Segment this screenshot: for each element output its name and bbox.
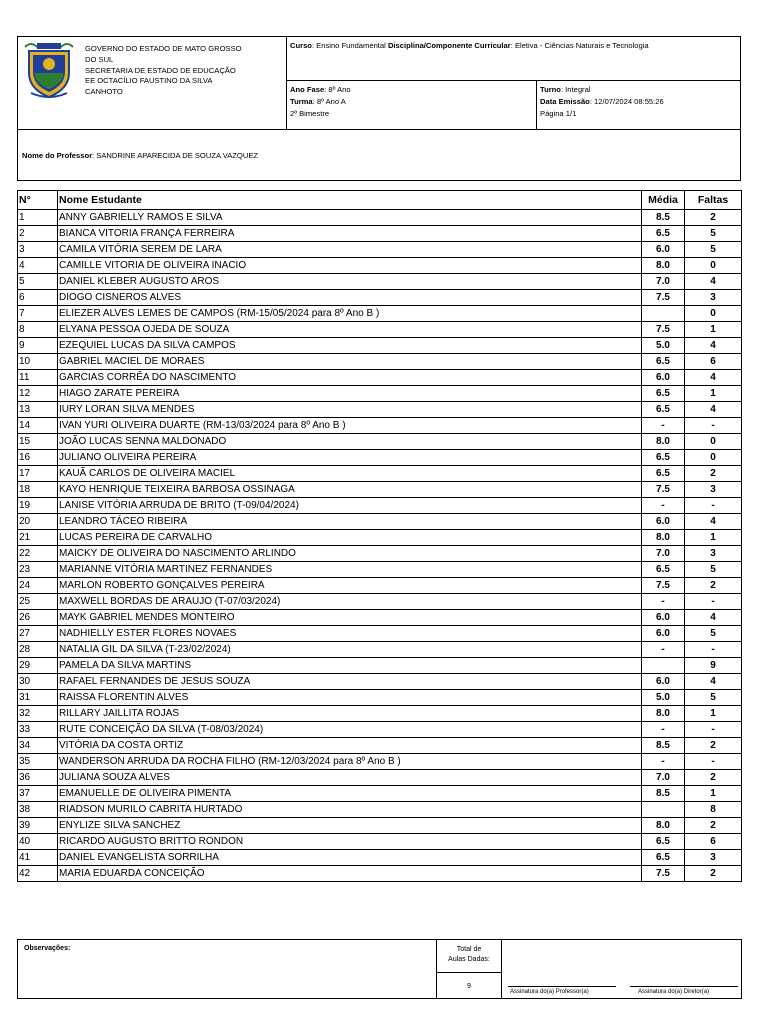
student-media: 6.5 — [642, 850, 685, 866]
student-media: 7.5 — [642, 866, 685, 882]
student-faltas: - — [685, 754, 742, 770]
professor-name: : SANDRINE APARECIDA DE SOUZA VAZQUEZ — [92, 151, 259, 160]
student-faltas: 2 — [685, 466, 742, 482]
student-faltas: 3 — [685, 290, 742, 306]
total-aulas-label — [437, 945, 501, 965]
student-media — [642, 658, 685, 674]
student-media: 6.5 — [642, 402, 685, 418]
student-media: 8.0 — [642, 706, 685, 722]
student-media: 6.5 — [642, 354, 685, 370]
student-media: 7.0 — [642, 546, 685, 562]
table-row — [18, 706, 742, 722]
student-media: 5.0 — [642, 690, 685, 706]
student-name: DANIEL EVANGELISTA SORRILHA — [58, 850, 642, 866]
student-faltas: 2 — [685, 866, 742, 882]
student-name: MAYK GABRIEL MENDES MONTEIRO — [58, 610, 642, 626]
table-row — [18, 210, 742, 226]
row-number: 12 — [18, 386, 58, 402]
student-media: - — [642, 722, 685, 738]
student-media: 6.5 — [642, 226, 685, 242]
table-row — [18, 338, 742, 354]
student-name: DANIEL KLEBER AUGUSTO AROS — [58, 274, 642, 290]
row-number: 18 — [18, 482, 58, 498]
turma-value: : 8º Ano A — [312, 97, 346, 106]
student-media: 7.5 — [642, 578, 685, 594]
student-media: 6.0 — [642, 610, 685, 626]
row-number: 28 — [18, 642, 58, 658]
student-media — [642, 802, 685, 818]
col-header-faltas: Faltas — [685, 191, 742, 210]
student-name: LUCAS PEREIRA DE CARVALHO — [58, 530, 642, 546]
table-row — [18, 418, 742, 434]
gov-line: DO SUL — [85, 54, 114, 64]
student-name: RAISSA FLORENTIN ALVES — [58, 690, 642, 706]
row-number: 36 — [18, 770, 58, 786]
student-media: 6.5 — [642, 386, 685, 402]
turno-label: Turno — [540, 85, 561, 94]
table-row — [18, 770, 742, 786]
row-number: 38 — [18, 802, 58, 818]
table-row — [18, 834, 742, 850]
student-faltas: 0 — [685, 306, 742, 322]
table-row — [18, 674, 742, 690]
table-row — [18, 818, 742, 834]
student-media: 7.5 — [642, 322, 685, 338]
student-media: 6.5 — [642, 466, 685, 482]
student-media: 7.5 — [642, 482, 685, 498]
student-name: ELYANA PESSOA OJEDA DE SOUZA — [58, 322, 642, 338]
student-media: 6.0 — [642, 242, 685, 258]
student-name: RILLARY JAILLITA ROJAS — [58, 706, 642, 722]
student-name: JULIANO OLIVEIRA PEREIRA — [58, 450, 642, 466]
student-faltas: 4 — [685, 674, 742, 690]
observacoes-label: Observações: — [24, 945, 71, 952]
row-number: 40 — [18, 834, 58, 850]
table-row — [18, 626, 742, 642]
student-name: MARIA EDUARDA CONCEIÇÃO — [58, 866, 642, 882]
student-name: GABRIEL MACIEL DE MORAES — [58, 354, 642, 370]
student-media: 8.5 — [642, 210, 685, 226]
row-number: 6 — [18, 290, 58, 306]
row-number: 23 — [18, 562, 58, 578]
student-faltas: 1 — [685, 386, 742, 402]
total-label-line: Total de — [456, 946, 482, 953]
professor-label: Nome do Professor — [22, 151, 93, 160]
table-row — [18, 722, 742, 738]
table-row — [18, 242, 742, 258]
emission-info — [540, 84, 740, 120]
table-row — [18, 562, 742, 578]
col-header-name: Nome Estudante — [58, 191, 642, 210]
student-name: JOÃO LUCAS SENNA MALDONADO — [58, 434, 642, 450]
student-name: CAMILA VITÓRIA SEREM DE LARA — [58, 242, 642, 258]
row-number: 33 — [18, 722, 58, 738]
row-number: 8 — [18, 322, 58, 338]
row-number: 9 — [18, 338, 58, 354]
student-name: EZEQUIEL LUCAS DA SILVA CAMPOS — [58, 338, 642, 354]
student-media: 6.5 — [642, 562, 685, 578]
page-number: Página 1/1 — [540, 109, 577, 118]
row-number: 31 — [18, 690, 58, 706]
student-faltas: 5 — [685, 626, 742, 642]
row-number: 2 — [18, 226, 58, 242]
student-name: DIOGO CISNEROS ALVES — [58, 290, 642, 306]
table-row — [18, 802, 742, 818]
student-media: 8.0 — [642, 434, 685, 450]
table-row — [18, 754, 742, 770]
student-faltas: 0 — [685, 450, 742, 466]
table-row — [18, 850, 742, 866]
student-name: MAICKY DE OLIVEIRA DO NASCIMENTO ARLINDO — [58, 546, 642, 562]
row-number: 32 — [18, 706, 58, 722]
student-media: 8.0 — [642, 818, 685, 834]
student-media: - — [642, 498, 685, 514]
bimestre: 2º Bimestre — [290, 109, 330, 118]
professor-signature-line — [508, 986, 616, 987]
table-row — [18, 658, 742, 674]
table-row — [18, 354, 742, 370]
student-name: BIANCA VITORIA FRANÇA FERREIRA — [58, 226, 642, 242]
student-media: 6.5 — [642, 834, 685, 850]
row-number: 42 — [18, 866, 58, 882]
student-faltas: 5 — [685, 226, 742, 242]
ano-fase-label: Ano Fase — [290, 85, 325, 94]
table-row — [18, 466, 742, 482]
student-name: MARIANNE VITÓRIA MARTINEZ FERNANDES — [58, 562, 642, 578]
student-media: 8.0 — [642, 530, 685, 546]
class-info — [290, 84, 530, 120]
student-faltas: 1 — [685, 786, 742, 802]
turno-value: : Integral — [560, 85, 591, 94]
table-row — [18, 370, 742, 386]
student-faltas: 4 — [685, 514, 742, 530]
curso-value: : Ensino Fundamental — [311, 41, 388, 50]
student-name: GARCIAS CORRÊA DO NASCIMENTO — [58, 370, 642, 386]
student-media: 8.0 — [642, 258, 685, 274]
student-faltas: 2 — [685, 210, 742, 226]
row-number: 35 — [18, 754, 58, 770]
table-row — [18, 306, 742, 322]
col-header-number: N° — [18, 191, 58, 210]
student-faltas: - — [685, 722, 742, 738]
student-faltas: 8 — [685, 802, 742, 818]
gov-line: CANHOTO — [85, 87, 123, 97]
disciplina-value: : Eletiva - Ciências Naturais e Tecnologia — [510, 41, 649, 50]
gov-line: GOVERNO DO ESTADO DE MATO GROSSO — [85, 44, 242, 53]
ano-fase-value: : 8º Ano — [324, 85, 351, 94]
row-number: 15 — [18, 434, 58, 450]
report-header — [17, 36, 741, 181]
row-number: 37 — [18, 786, 58, 802]
turma-label: Turma — [290, 97, 313, 106]
row-number: 16 — [18, 450, 58, 466]
row-number: 41 — [18, 850, 58, 866]
student-name: MAXWELL BORDAS DE ARAUJO (T-07/03/2024) — [58, 594, 642, 610]
student-media: 6.0 — [642, 514, 685, 530]
row-number: 29 — [18, 658, 58, 674]
student-faltas: 4 — [685, 338, 742, 354]
state-crest-logo — [23, 39, 75, 99]
student-name: MARLON ROBERTO GONÇALVES PEREIRA — [58, 578, 642, 594]
student-media: 6.5 — [642, 450, 685, 466]
student-faltas: 5 — [685, 562, 742, 578]
student-name: LANISE VITÓRIA ARRUDA DE BRITO (T-09/04/2024) — [58, 498, 642, 514]
student-name: PAMELA DA SILVA MARTINS — [58, 658, 642, 674]
student-faltas: 0 — [685, 434, 742, 450]
student-media: 6.0 — [642, 626, 685, 642]
student-name: RAFAEL FERNANDES DE JESUS SOUZA — [58, 674, 642, 690]
student-name: RICARDO AUGUSTO BRITTO RONDON — [58, 834, 642, 850]
course-info — [290, 41, 740, 51]
student-faltas: 3 — [685, 546, 742, 562]
student-name: IVAN YURI OLIVEIRA DUARTE (RM-13/03/2024 para 8º Ano B ) — [58, 418, 642, 434]
table-header-row — [18, 191, 742, 210]
row-number: 11 — [18, 370, 58, 386]
table-row — [18, 274, 742, 290]
student-name: LEANDRO TÁCEO RIBEIRA — [58, 514, 642, 530]
student-faltas: 2 — [685, 770, 742, 786]
row-number: 4 — [18, 258, 58, 274]
table-row — [18, 258, 742, 274]
report-footer — [17, 939, 742, 999]
student-media: - — [642, 418, 685, 434]
student-media: 6.0 — [642, 370, 685, 386]
table-row — [18, 610, 742, 626]
table-row — [18, 530, 742, 546]
row-number: 3 — [18, 242, 58, 258]
student-faltas: 6 — [685, 354, 742, 370]
gov-line: SECRETARIA DE ESTADO DE EDUCAÇÃO — [85, 65, 236, 75]
table-row — [18, 482, 742, 498]
table-row — [18, 866, 742, 882]
row-number: 20 — [18, 514, 58, 530]
table-row — [18, 402, 742, 418]
professor-line — [22, 151, 258, 160]
table-row — [18, 386, 742, 402]
data-emissao-label: Data Emissão — [540, 97, 590, 106]
row-number: 13 — [18, 402, 58, 418]
row-number: 10 — [18, 354, 58, 370]
total-aulas-value: 9 — [467, 983, 471, 990]
student-name: EMANUELLE DE OLIVEIRA PIMENTA — [58, 786, 642, 802]
student-faltas: 4 — [685, 610, 742, 626]
table-row — [18, 578, 742, 594]
student-faltas: 2 — [685, 818, 742, 834]
row-number: 17 — [18, 466, 58, 482]
row-number: 30 — [18, 674, 58, 690]
student-media: 7.0 — [642, 770, 685, 786]
professor-signature-label: Assinatura do(a) Professor(a) — [510, 989, 589, 995]
student-name: ENYLIZE SILVA SANCHEZ — [58, 818, 642, 834]
student-name: IURY LORAN SILVA MENDES — [58, 402, 642, 418]
row-number: 21 — [18, 530, 58, 546]
table-row — [18, 498, 742, 514]
row-number: 22 — [18, 546, 58, 562]
table-row — [18, 642, 742, 658]
col-header-media: Média — [642, 191, 685, 210]
gov-line: EE OCTACÍLIO FAUSTINO DA SILVA — [85, 76, 213, 86]
student-name: VITÓRIA DA COSTA ORTIZ — [58, 738, 642, 754]
student-media: 8.5 — [642, 786, 685, 802]
table-row — [18, 514, 742, 530]
student-faltas: 4 — [685, 274, 742, 290]
student-media: - — [642, 594, 685, 610]
student-faltas: 9 — [685, 658, 742, 674]
student-media: 5.0 — [642, 338, 685, 354]
student-faltas: 3 — [685, 850, 742, 866]
student-name: JULIANA SOUZA ALVES — [58, 770, 642, 786]
student-media: - — [642, 754, 685, 770]
student-faltas: - — [685, 498, 742, 514]
table-row — [18, 546, 742, 562]
row-number: 19 — [18, 498, 58, 514]
student-faltas: 0 — [685, 258, 742, 274]
student-faltas: 6 — [685, 834, 742, 850]
student-faltas: 1 — [685, 706, 742, 722]
institution-block — [85, 44, 265, 98]
student-name: NATALIA GIL DA SILVA (T-23/02/2024) — [58, 642, 642, 658]
student-media: 7.5 — [642, 290, 685, 306]
row-number: 1 — [18, 210, 58, 226]
row-number: 24 — [18, 578, 58, 594]
student-faltas: 5 — [685, 242, 742, 258]
student-name: KAYO HENRIQUE TEIXEIRA BARBOSA OSSINAGA — [58, 482, 642, 498]
student-faltas: 4 — [685, 402, 742, 418]
total-label-line: Aulas Dadas: — [448, 956, 490, 963]
student-faltas: 5 — [685, 690, 742, 706]
curso-label: Curso — [290, 41, 312, 50]
table-row — [18, 450, 742, 466]
table-row — [18, 594, 742, 610]
student-name: ELIEZER ALVES LEMES DE CAMPOS (RM-15/05/2024 para 8º Ano B ) — [58, 306, 642, 322]
row-number: 7 — [18, 306, 58, 322]
row-number: 25 — [18, 594, 58, 610]
row-number: 27 — [18, 626, 58, 642]
table-row — [18, 434, 742, 450]
data-emissao-value: : 12/07/2024 08:55:26 — [589, 97, 664, 106]
director-signature-label: Assinatura do(a) Diretor(a) — [638, 989, 710, 995]
student-media — [642, 306, 685, 322]
row-number: 14 — [18, 418, 58, 434]
student-faltas: 1 — [685, 322, 742, 338]
table-row — [18, 322, 742, 338]
student-faltas: - — [685, 594, 742, 610]
student-faltas: - — [685, 642, 742, 658]
student-faltas: 3 — [685, 482, 742, 498]
student-media: - — [642, 642, 685, 658]
student-faltas: 2 — [685, 738, 742, 754]
student-faltas: 1 — [685, 530, 742, 546]
student-name: WANDERSON ARRUDA DA ROCHA FILHO (RM-12/03/2024 para 8º Ano B ) — [58, 754, 642, 770]
table-row — [18, 690, 742, 706]
grades-table — [17, 190, 742, 882]
student-name: HIAGO ZARATE PEREIRA — [58, 386, 642, 402]
table-row — [18, 290, 742, 306]
student-faltas: 4 — [685, 370, 742, 386]
student-faltas: - — [685, 418, 742, 434]
table-row — [18, 738, 742, 754]
row-number: 26 — [18, 610, 58, 626]
student-faltas: 2 — [685, 578, 742, 594]
row-number: 5 — [18, 274, 58, 290]
student-media: 6.0 — [642, 674, 685, 690]
student-name: KAUÃ CARLOS DE OLIVEIRA MACIEL — [58, 466, 642, 482]
student-media: 8.5 — [642, 738, 685, 754]
student-name: ANNY GABRIELLY RAMOS E SILVA — [58, 210, 642, 226]
student-media: 7.0 — [642, 274, 685, 290]
row-number: 39 — [18, 818, 58, 834]
disciplina-label: Disciplina/Componente Curricular — [387, 41, 511, 50]
director-signature-line — [630, 986, 738, 987]
student-name: RIADSON MURILO CABRITA HURTADO — [58, 802, 642, 818]
row-number: 34 — [18, 738, 58, 754]
student-name: RUTE CONCEIÇÃO DA SILVA (T-08/03/2024) — [58, 722, 642, 738]
student-name: NADHIELLY ESTER FLORES NOVAES — [58, 626, 642, 642]
student-name: CAMILLE VITORIA DE OLIVEIRA INACIO — [58, 258, 642, 274]
table-row — [18, 786, 742, 802]
table-row — [18, 226, 742, 242]
